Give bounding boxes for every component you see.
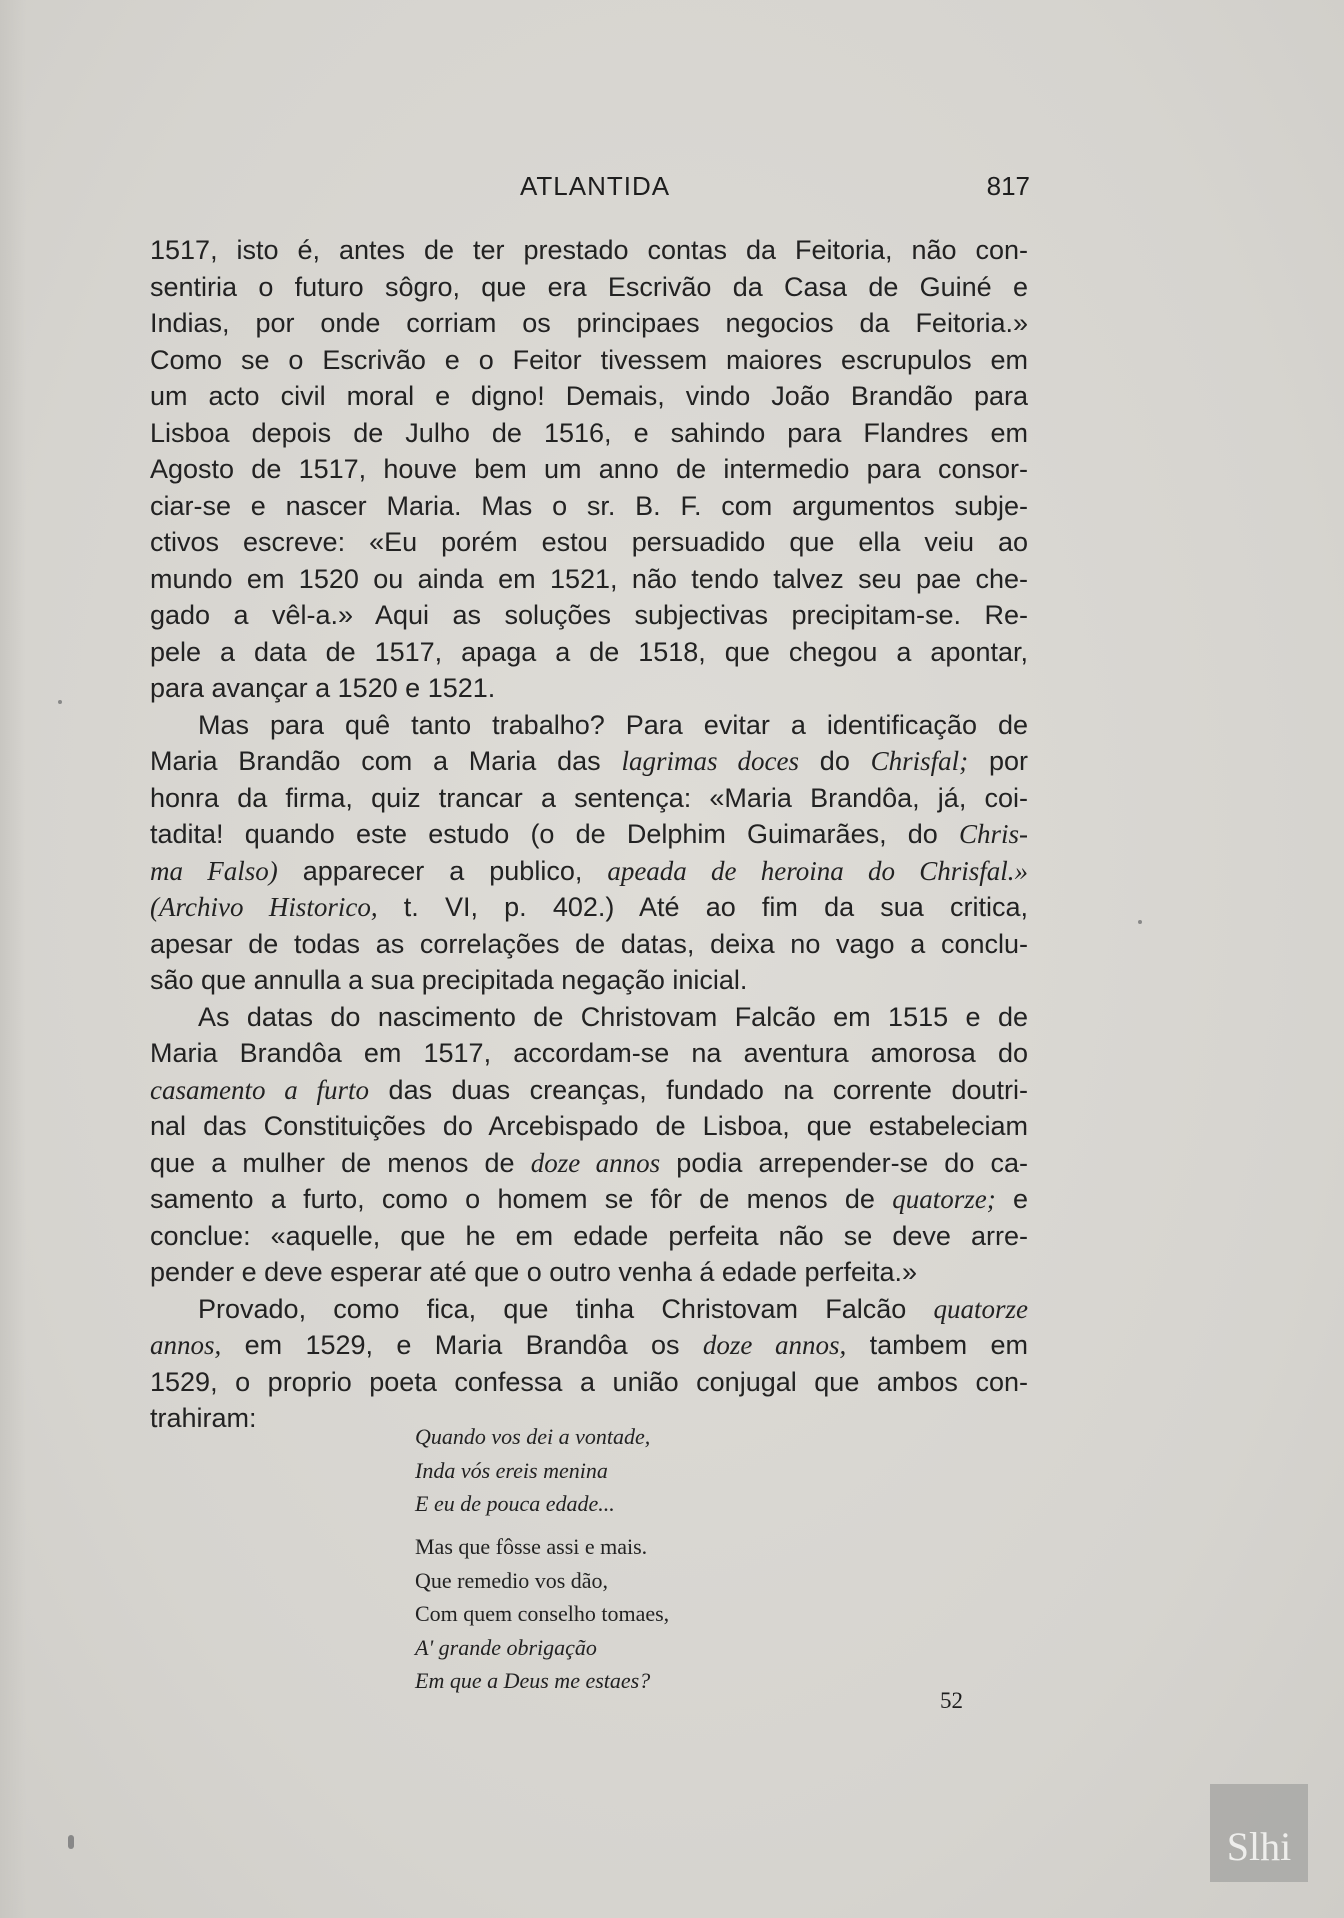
poem-line: Inda vós ereis menina (415, 1457, 608, 1483)
ink-blot (68, 1835, 74, 1849)
text-line: Lisboa depois de Julho de 1516, e sahindo para Flandres em (150, 417, 1028, 448)
text-line: nal das Constituições do Arcebispado de Lisboa, que estabeleciam (150, 1111, 1028, 1141)
text-line: Maria Brandôa em 1517, accordam-se na aventura amorosa do (150, 1038, 1028, 1068)
text-line: mundo em 1520 ou ainda em 1521, não tendo talvez seu pae che- (150, 563, 1028, 594)
text-line (150, 1072, 1028, 1109)
poem-stanza-1 (415, 1420, 875, 1521)
text-line: pele a data de 1517, apaga a de 1518, que chegou a apontar, (150, 636, 1028, 667)
text-line (150, 1145, 1028, 1182)
text-run: tambem em (846, 1330, 1028, 1360)
text-run: do (799, 746, 871, 776)
text-line: ctivos escreve: «Eu porém estou persuadido que ella veiu ao (150, 527, 1028, 557)
text-line: conclue: «aquelle, que he em edade perfeita não se deve arre- (150, 1220, 1028, 1251)
italic-run: doze annos (530, 1147, 661, 1178)
text-run: Provado, como fica, que tinha Christovam Falcão (198, 1293, 934, 1324)
paper-speck (1138, 920, 1142, 924)
italic-run: (Archivo Historico, (150, 892, 378, 922)
text-line: Mas para quê tanto trabalho? Para evitar a identificação de (198, 709, 1028, 740)
italic-run: doze annos, (702, 1330, 847, 1360)
text-run: tadita! quando este estudo (o de Delphim Guimarães, do (150, 819, 959, 849)
text-line: gado a vêl-a.» Aqui as soluções subjectivas precipitam-se. Re- (150, 600, 1028, 630)
italic-run: Chrisfal; (870, 746, 969, 776)
page-edge-shadow (0, 0, 26, 1918)
italic-run: ma Falso) (150, 855, 278, 886)
poem-stanza-2 (415, 1530, 875, 1698)
text-line: são que annulla a sua precipitada negação inicial. (150, 965, 748, 995)
text-run: samento a furto, como o homem se fôr de menos de (150, 1184, 893, 1214)
text-line: 1529, o proprio poeta confessa a união conjugal que ambos con- (150, 1366, 1028, 1397)
text-line: apesar de todas as correlações de datas, deixa no vago a conclu- (150, 928, 1028, 959)
text-line (150, 889, 1028, 926)
text-line (150, 1291, 1028, 1328)
signature-number: 52 (940, 1688, 963, 1713)
text-line: sentiria o futuro sôgro, que era Escrivão da Casa de Guiné e (150, 271, 1028, 302)
italic-run: quatorze; (892, 1184, 996, 1214)
text-line: ciar-se e nascer Maria. Mas o sr. B. F. com argumentos subje- (150, 490, 1028, 521)
poem-line: Com quem conselho tomaes, (415, 1601, 670, 1626)
running-title: ATLANTIDA (520, 171, 671, 201)
italic-run: Chris- (958, 819, 1028, 849)
text-line (150, 853, 1028, 890)
text-line: Como se o Escrivão e o Feitor tivessem maiores escrupulos em (150, 344, 1028, 375)
text-run: apparecer a publico, (277, 855, 608, 886)
text-run: em 1529, e Maria Brandôa os (221, 1330, 703, 1360)
text-line: trahiram: (150, 1403, 257, 1433)
poem-line: Quando vos dei a vontade, (415, 1424, 651, 1449)
italic-run: annos, (150, 1330, 222, 1360)
text-line: para avançar a 1520 e 1521. (150, 673, 496, 703)
text-line (150, 816, 1028, 853)
paper-speck (58, 700, 62, 704)
text-run: podia arrepender-se do ca- (660, 1147, 1028, 1178)
poem-line: E eu de pouca edade... (415, 1491, 615, 1516)
text-line (150, 743, 1028, 780)
text-run: por (968, 746, 1028, 776)
text-run: Maria Brandão com a Maria das (150, 746, 622, 776)
poem-line: A' grande obrigação (415, 1634, 597, 1660)
text-line: 1517, isto é, antes de ter prestado contas da Feitoria, não con- (150, 235, 1028, 265)
page-number: 817 (986, 171, 1030, 201)
text-line: Indias, por onde corriam os principaes negocios da Feitoria.» (150, 308, 1028, 338)
poem-line: Mas que fôsse assi e mais. (415, 1534, 648, 1559)
text-line: honra da firma, quiz trancar a sentença: «Maria Brandôa, já, coi- (150, 782, 1028, 813)
italic-run: quatorze (933, 1293, 1028, 1324)
italic-run: casamento a furto (150, 1074, 370, 1105)
text-run: e (995, 1184, 1028, 1214)
italic-run: lagrimas doces (621, 746, 799, 776)
text-line: pender e deve esperar até que o outro venha á edade perfeita.» (150, 1257, 918, 1287)
text-run: das duas creanças, fundado na corrente doutri- (369, 1074, 1028, 1105)
text-line: Agosto de 1517, houve bem um anno de intermedio para consor- (150, 454, 1028, 484)
text-line (150, 1181, 1028, 1218)
page-header (150, 171, 1030, 211)
text-line (150, 1327, 1028, 1364)
library-watermark-logo: Slhi (1210, 1784, 1308, 1882)
body-text (150, 232, 1028, 1437)
italic-run: apeada de heroina do Chrisfal.» (607, 855, 1028, 886)
text-line: um acto civil moral e digno! Demais, vindo João Brandão para (150, 381, 1028, 411)
text-line: As datas do nascimento de Christovam Falcão em 1515 e de (198, 1001, 1028, 1032)
poem-line: Em que a Deus me estaes? (415, 1668, 651, 1693)
text-run: t. VI, p. 402.) Até ao fim da sua critica, (377, 892, 1028, 922)
text-run: que a mulher de menos de (150, 1147, 531, 1178)
poem-line: Que remedio vos dão, (415, 1567, 609, 1593)
